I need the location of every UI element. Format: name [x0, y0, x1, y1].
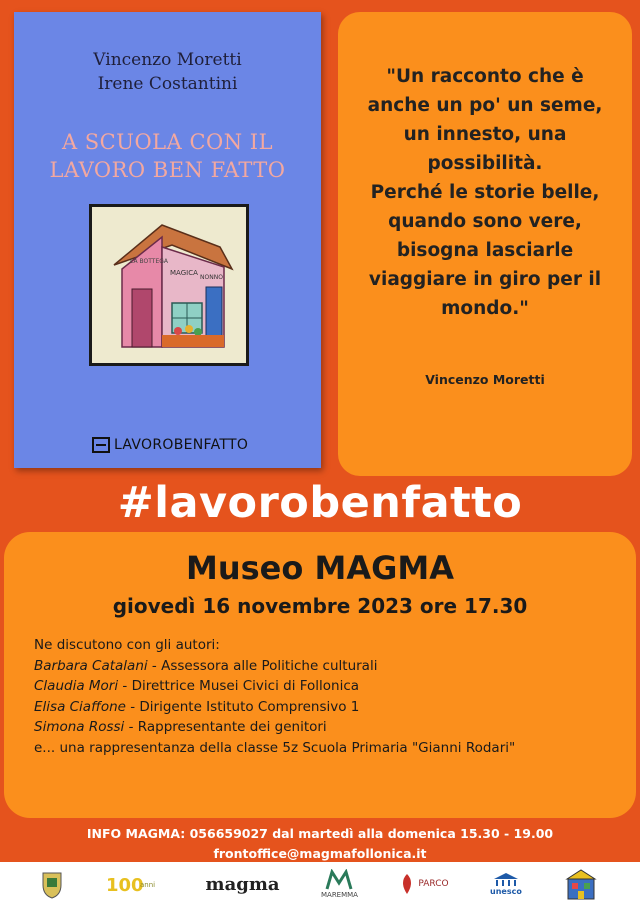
crest-icon [41, 869, 63, 899]
shop-drawing-illustration [92, 207, 246, 363]
event-datetime: giovedì 16 novembre 2023 ore 17.30 [112, 594, 528, 618]
speaker-item [34, 656, 616, 677]
publisher-logo [92, 437, 248, 453]
magma-logo-text: magma [205, 873, 280, 895]
book-author-2: Irene Costantini [97, 74, 238, 94]
quote-line: viaggiare in giro per il [368, 269, 602, 290]
parco-label: PARCO [418, 879, 449, 889]
speakers-closing: e... una rappresentanza della classe 5z Scuola Primaria "Gianni Rodari" [34, 739, 516, 756]
anniversary-logo [104, 867, 164, 901]
municipality-crest-logo [41, 867, 63, 901]
illustration-sign-2: MAGICA [170, 269, 198, 277]
svg-text:100: 100 [106, 875, 144, 896]
speaker-item [34, 676, 616, 697]
illustration-sign-1: LA BOTTEGA [130, 258, 168, 265]
quote-line: Perché le storie belle, [370, 182, 600, 203]
quote-line: anche un po' un seme, [367, 95, 603, 116]
quote-line: un innesto, una [403, 124, 567, 145]
quote-panel [338, 12, 632, 476]
unesco-temple-icon [492, 872, 520, 888]
speaker-item [34, 697, 616, 718]
unesco-label: unesco [490, 887, 522, 896]
parco-logo [399, 867, 448, 901]
book-title-line-2: LAVORO BEN FATTO [49, 158, 286, 182]
speaker-item [34, 717, 616, 738]
speaker-role: - Direttrice Musei Civici di Follonica [118, 678, 360, 694]
anniversary-icon [104, 869, 164, 899]
speaker-name: Barbara Catalani [34, 657, 148, 674]
speakers-intro: Ne discutono con gli autori: [34, 637, 220, 653]
book-illustration [89, 204, 249, 366]
quote-line: bisogna lasciarle [396, 240, 574, 261]
speakers-list [34, 635, 616, 758]
magma-logo [206, 867, 280, 901]
event-panel [4, 532, 636, 818]
book-author-1: Vincenzo Moretti [93, 50, 242, 70]
book-cover [14, 12, 321, 468]
speaker-name: Claudia Mori [34, 678, 119, 694]
quote-line: possibilità. [427, 153, 543, 174]
quote-line: quando sono vere, [388, 211, 582, 232]
speaker-role: - Dirigente Istituto Comprensivo 1 [125, 698, 360, 715]
speaker-role: - Rappresentante dei genitori [124, 719, 327, 735]
school-drawing-logo [563, 867, 599, 901]
quote-author: Vincenzo Moretti [425, 372, 545, 387]
unesco-logo [490, 867, 522, 901]
parco-leaf-icon [399, 872, 415, 896]
maremma-museum-logo [321, 867, 358, 901]
maremma-label: MAREMMA [320, 891, 358, 899]
publisher-mark-icon [92, 437, 110, 453]
event-venue: Museo MAGMA [186, 549, 454, 587]
info-email-link[interactable]: frontoffice@magmafollonica.it [213, 846, 427, 861]
svg-text:anni: anni [140, 881, 156, 889]
book-authors [14, 48, 321, 96]
school-building-icon [563, 867, 599, 901]
maremma-m-icon [324, 869, 354, 891]
speaker-role: - Assessora alle Politiche culturali [147, 657, 378, 674]
book-title [14, 128, 321, 184]
info-block [0, 824, 640, 864]
quote-line: mondo." [441, 298, 529, 319]
publisher-name: LAVOROBENFATTO [114, 437, 249, 453]
speaker-name: Elisa Ciaffone [34, 698, 126, 715]
quote-line: "Un racconto che è [386, 66, 584, 87]
sponsor-logos-strip [0, 862, 640, 906]
illustration-sign-3: NONNO [200, 274, 223, 281]
hashtag-heading: #lavorobenfatto [117, 478, 523, 528]
speaker-name: Simona Rossi [34, 719, 125, 735]
book-title-line-1: A SCUOLA CON IL [61, 130, 274, 154]
info-phone-hours: INFO MAGMA: 056659027 dal martedì alla domenica 15.30 - 19.00 [86, 826, 554, 841]
quote-text [350, 62, 620, 323]
